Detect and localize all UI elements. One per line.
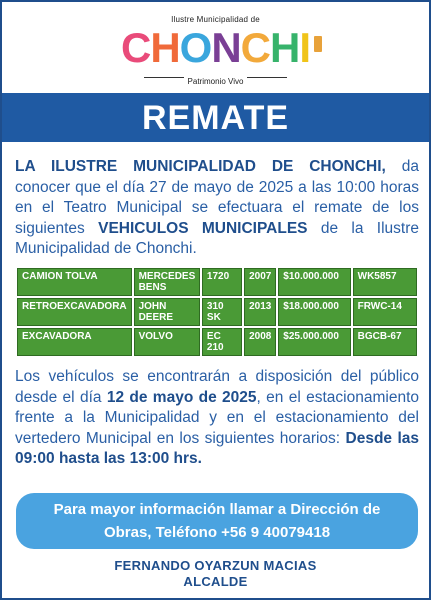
contact-info-line-2: Obras, Teléfono +56 9 40079418 (103, 524, 331, 541)
availability-paragraph (15, 367, 419, 470)
intro-lead: LA ILUSTRE MUNICIPALIDAD DE CHONCHI, (15, 158, 386, 175)
vehicle-cell-anio: 2007 (244, 268, 276, 296)
availability-text-2: , en el estacionamiento frente a la Municipalidad y en el estacionamiento del vertedero Municipal en los siguientes horarios: (15, 388, 419, 447)
vehicle-cell-modelo: 1720 (202, 268, 242, 296)
logo-badge-icon (314, 36, 322, 52)
logo-subtitle: Patrimonio Vivo (187, 77, 244, 86)
logo-letter: N (211, 24, 241, 71)
logo-divider-right (247, 77, 287, 78)
vehicle-cell-patente: BGCB-67 (353, 328, 417, 356)
logo-letter: I (299, 24, 311, 71)
vehicle-cell-anio: 2008 (244, 328, 276, 356)
logo-letter: C (240, 24, 271, 71)
contact-info-line-1: Para mayor información llamar a Dirección de (53, 501, 381, 518)
signature-name: FERNANDO OYARZUN MACIAS (114, 558, 317, 573)
intro-highlight: VEHICULOS MUNICIPALES (98, 219, 308, 237)
logo-letter: H (270, 24, 300, 71)
remate-banner: REMATE (2, 93, 429, 142)
vehicle-cell-marca: MERCEDES BENS (134, 268, 200, 296)
logo-letter: H (150, 24, 180, 71)
availability-text-1: Los vehículos se encontrarán a disposición del público desde el día (15, 368, 419, 406)
vehicle-cell-precio: $25.000.000 (278, 328, 350, 356)
signature-role: ALCALDE (183, 574, 248, 589)
signature-block (2, 558, 429, 590)
vehicle-cell-marca: VOLVO (134, 328, 200, 356)
logo-subtitle-row (2, 71, 429, 86)
vehicle-cell-precio: $10.000.000 (278, 268, 350, 296)
vehicle-cell-patente: WK5857 (353, 268, 417, 296)
logo-wordmark (121, 26, 310, 70)
vehicle-cell-precio: $18.000.000 (278, 298, 350, 326)
vehicle-row (17, 298, 417, 326)
vehicle-cell-marca: JOHN DEERE (134, 298, 200, 326)
vehicle-cell-tipo: EXCAVADORA (17, 328, 132, 356)
intro-paragraph (15, 157, 419, 260)
contact-info-box (16, 493, 418, 549)
vehicle-cell-anio: 2013 (244, 298, 276, 326)
intro-text-2: de la Ilustre Municipalidad de Chonchi. (15, 219, 419, 257)
vehicle-cell-modelo: EC 210 (202, 328, 242, 356)
vehicle-cell-tipo: RETROEXCAVADORA (17, 298, 132, 326)
logo-divider-left (144, 77, 184, 78)
vehicle-table-body (17, 268, 417, 356)
vehicle-row (17, 268, 417, 296)
availability-hours: Desde las 09:00 hasta las 13:00 hrs. (15, 429, 419, 467)
logo-letter: O (179, 24, 212, 71)
vehicle-table (15, 266, 419, 358)
logo-letter: C (120, 24, 151, 71)
logo-municipality-label: Ilustre Municipalidad de (171, 15, 260, 24)
municipality-logo (2, 14, 429, 86)
vehicle-cell-modelo: 310 SK (202, 298, 242, 326)
availability-date: 12 de mayo de 2025 (106, 388, 257, 406)
intro-text-1: da conocer que el día 27 de mayo de 2025 a las 10:00 horas en el Teatro Municipal se efectuara el remate de los siguientes (15, 158, 419, 237)
vehicle-row (17, 328, 417, 356)
vehicle-cell-patente: FRWC-14 (353, 298, 417, 326)
vehicle-cell-tipo: CAMION TOLVA (17, 268, 132, 296)
